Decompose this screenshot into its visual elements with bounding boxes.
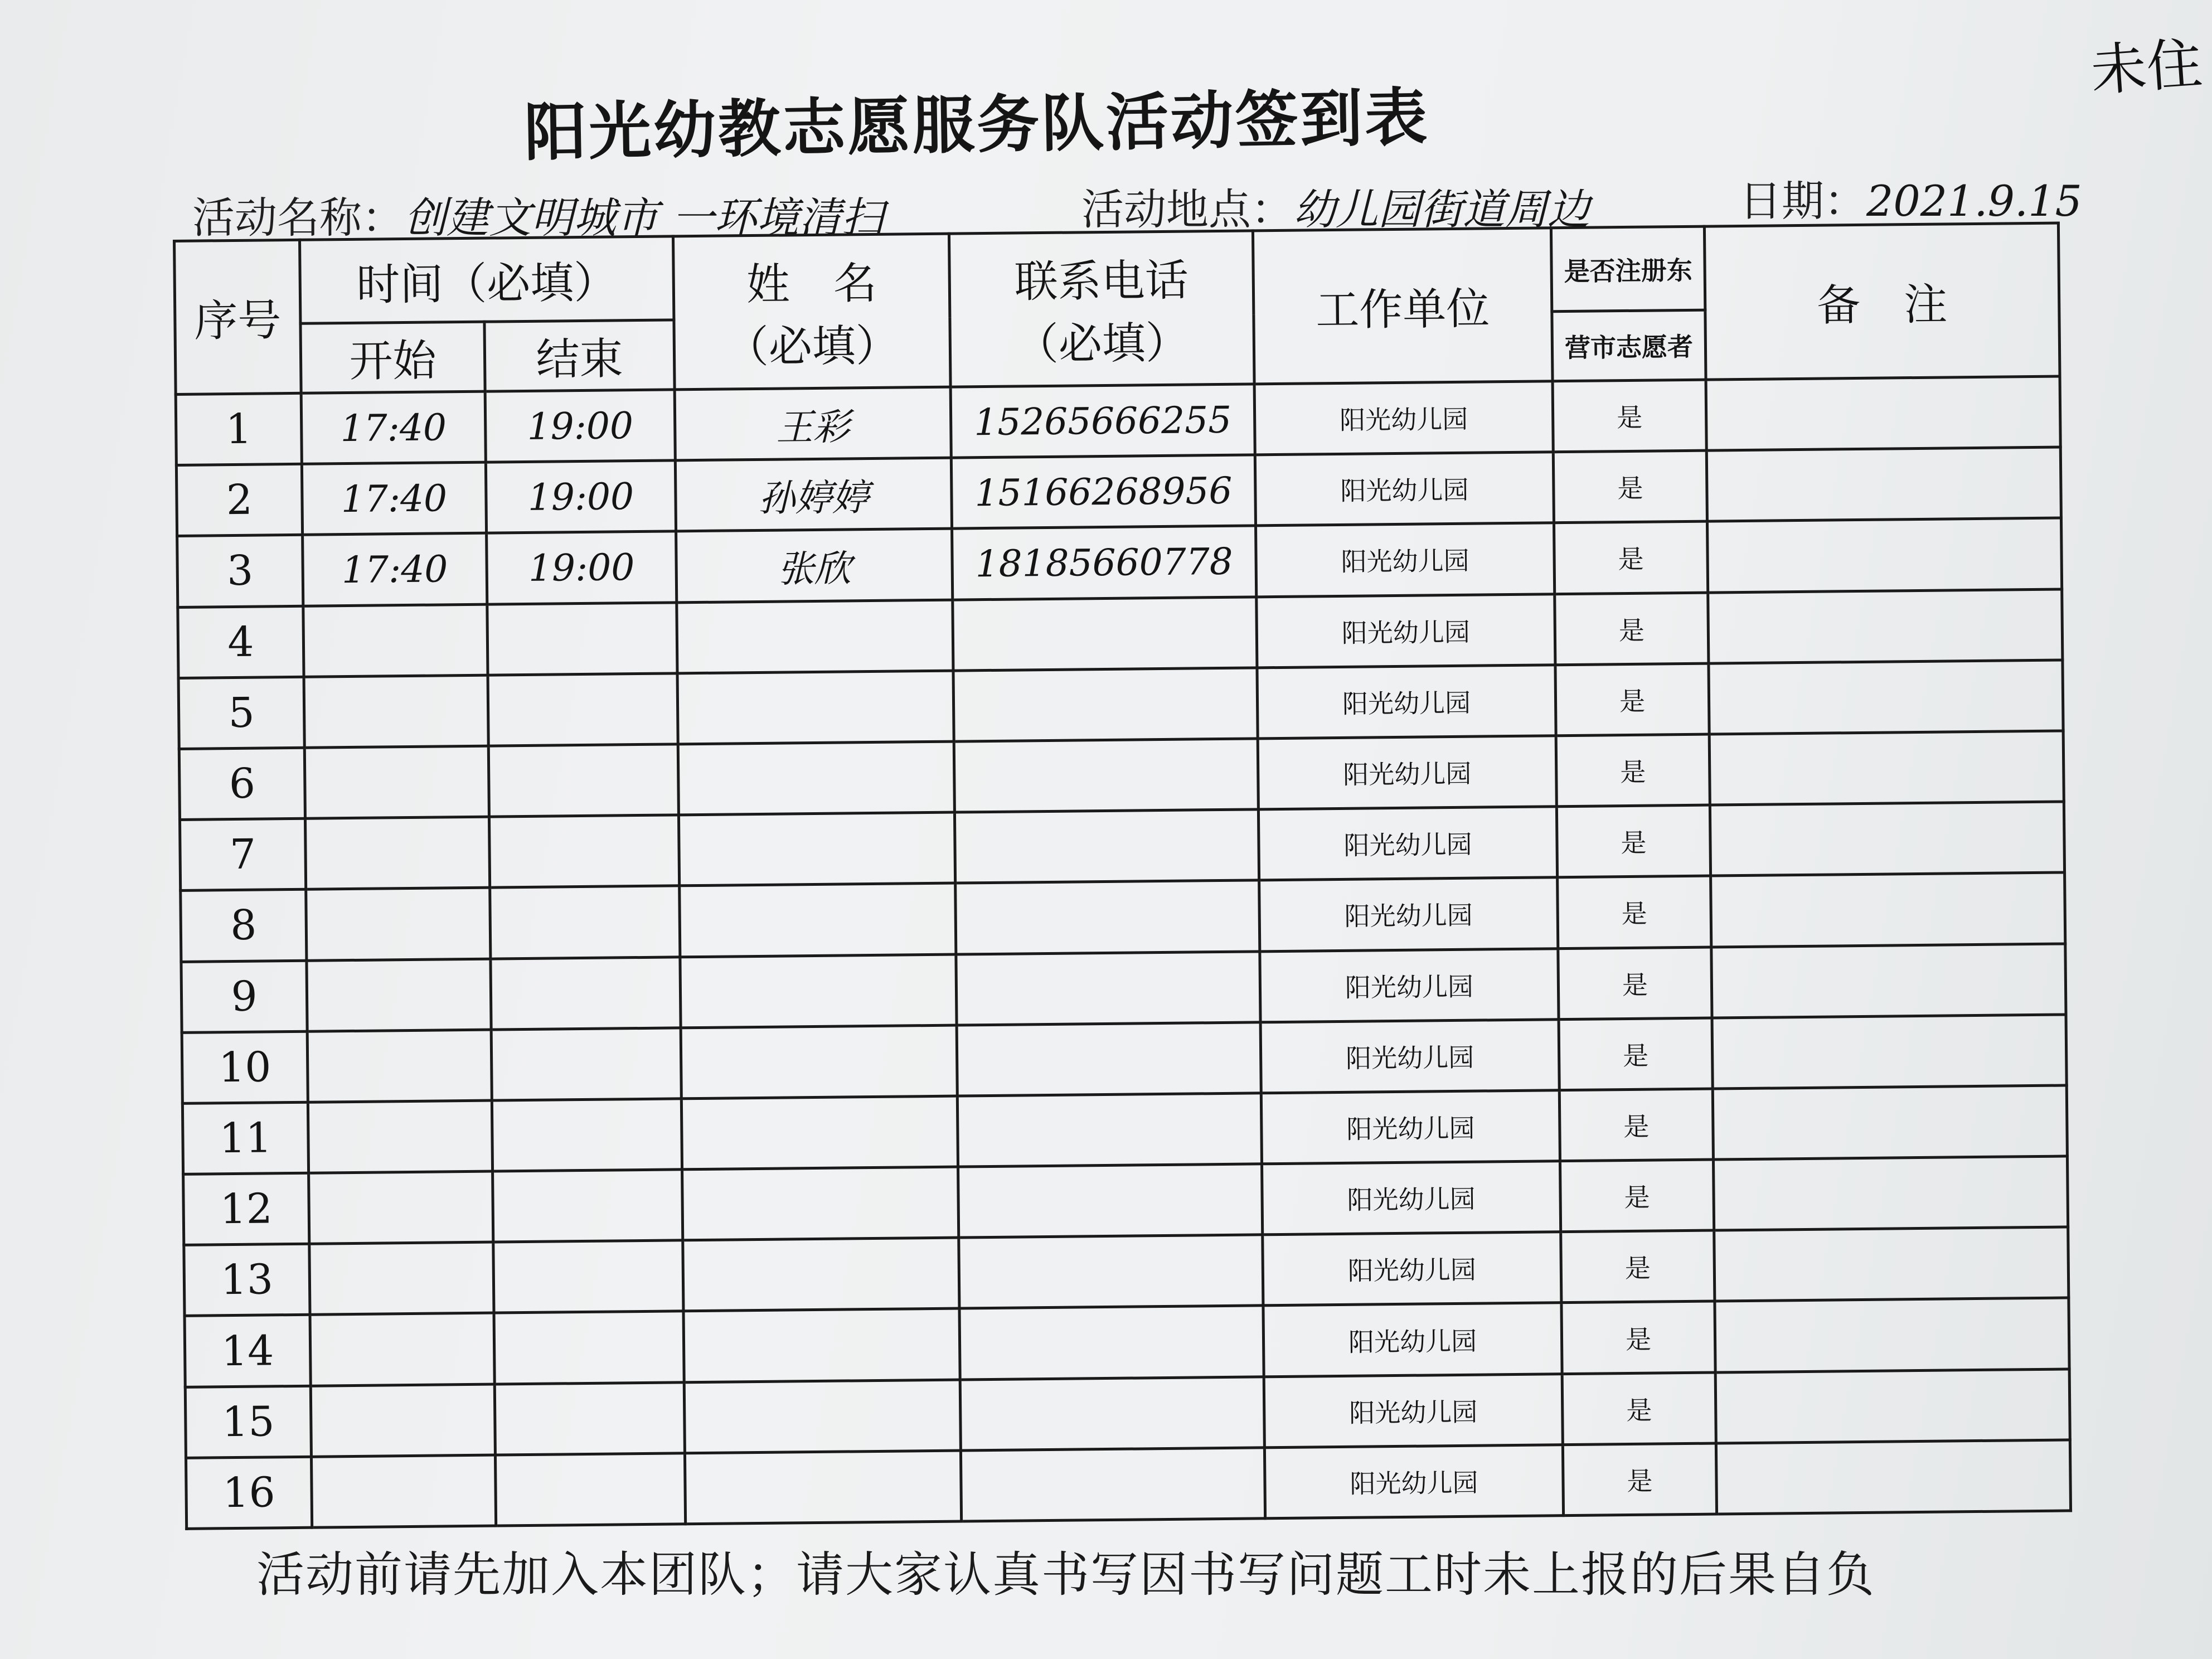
cell-registered: 是: [1556, 734, 1710, 807]
cell-phone: [958, 1164, 1263, 1238]
cell-unit: 阳光幼儿园: [1264, 1374, 1563, 1447]
cell-remark: [1706, 376, 2060, 450]
cell-name: [680, 883, 956, 957]
cell-unit: 阳光幼儿园: [1254, 381, 1553, 455]
cell-name: [685, 1451, 961, 1524]
cell-end-time: [491, 1028, 681, 1100]
cell-name: [683, 1308, 960, 1382]
cell-index: 11: [182, 1102, 308, 1174]
date-value: 2021.9.15: [1866, 176, 2082, 226]
cell-phone: 15166268956: [951, 455, 1255, 528]
header-registered-bottom: 营市志愿者: [1552, 310, 1706, 381]
cell-unit: 阳光幼儿园: [1261, 1090, 1560, 1164]
cell-start-time: [305, 817, 489, 889]
cell-remark: [1709, 660, 2063, 734]
activity-name-value: 创建文明城市 一环境清扫: [404, 193, 884, 242]
cell-phone: 15265666255: [950, 384, 1255, 458]
cell-index: 5: [178, 677, 304, 749]
cell-unit: 阳光幼儿园: [1260, 948, 1559, 1022]
cell-phone: [953, 596, 1257, 670]
cell-unit: 阳光幼儿园: [1262, 1161, 1561, 1235]
cell-index: 13: [184, 1244, 310, 1316]
cell-start-time: [309, 1242, 494, 1314]
cell-name: [681, 1025, 957, 1099]
cell-remark: [1708, 589, 2063, 663]
cell-remark: [1711, 943, 2066, 1017]
cell-name: [677, 600, 953, 673]
cell-index: 3: [177, 535, 303, 607]
cell-unit: 阳光幼儿园: [1257, 664, 1556, 738]
cell-registered: 是: [1559, 1018, 1713, 1090]
cell-unit: 阳光幼儿园: [1256, 523, 1555, 596]
cell-phone: [961, 1448, 1265, 1521]
header-unit: 工作单位: [1253, 228, 1553, 384]
header-start: 开始: [300, 322, 485, 393]
cell-phone: [954, 739, 1258, 812]
activity-date-row: [1739, 167, 2082, 228]
cell-registered: 是: [1558, 876, 1711, 948]
cell-remark: [1714, 1227, 2069, 1301]
cell-index: 7: [180, 818, 305, 890]
cell-end-time: 19:00: [485, 390, 675, 462]
cell-name: 孙婷婷: [675, 458, 952, 531]
cell-start-time: [304, 746, 489, 818]
cell-index: 6: [179, 748, 305, 819]
header-name-required: （必填）: [725, 321, 900, 373]
cell-start-time: [304, 675, 488, 748]
cell-registered: 是: [1554, 521, 1708, 594]
cell-remark: [1713, 1156, 2068, 1230]
header-index: 序号: [174, 240, 302, 394]
cell-phone: [955, 880, 1260, 954]
cell-end-time: [494, 1382, 685, 1454]
cell-start-time: [310, 1313, 494, 1385]
cell-remark: [1707, 518, 2061, 592]
cell-remark: [1715, 1369, 2070, 1443]
cell-start-time: [307, 959, 491, 1031]
cell-phone: [953, 668, 1258, 741]
cell-name: [678, 741, 954, 815]
cell-remark: [1709, 731, 2064, 805]
cell-unit: 阳光幼儿园: [1263, 1232, 1561, 1306]
date-label: 日期：: [1739, 176, 1866, 226]
cell-unit: 阳光幼儿园: [1255, 452, 1554, 526]
cell-end-time: [490, 886, 680, 958]
cell-end-time: [494, 1311, 684, 1384]
cell-end-time: [493, 1170, 683, 1242]
cell-end-time: [493, 1240, 683, 1313]
cell-start-time: [311, 1384, 495, 1457]
cell-start-time: [306, 887, 491, 960]
cell-index: 9: [181, 961, 307, 1032]
cell-phone: [954, 809, 1259, 883]
activity-name-label: 活动名称：: [192, 193, 404, 242]
cell-name: [682, 1167, 959, 1240]
cell-registered: 是: [1559, 1089, 1713, 1161]
header-remark: 备 注: [1704, 223, 2060, 380]
cell-end-time: [489, 815, 679, 887]
header-time: 时间（必填）: [300, 236, 674, 323]
cell-end-time: [492, 1099, 682, 1171]
cell-phone: 18185660778: [952, 526, 1257, 599]
header-name-label: 姓 名: [746, 258, 877, 311]
cell-start-time: [308, 1100, 492, 1173]
cell-phone: [957, 1022, 1261, 1096]
cell-name: [684, 1380, 961, 1453]
cell-registered: 是: [1555, 663, 1709, 736]
cell-start-time: 17:40: [303, 533, 487, 605]
cell-start-time: [303, 604, 488, 677]
cell-name: [683, 1238, 959, 1311]
cell-phone: [957, 1093, 1262, 1167]
cell-registered: 是: [1553, 450, 1707, 523]
cell-index: 10: [182, 1031, 308, 1103]
cell-start-time: [309, 1171, 493, 1244]
cell-end-time: [491, 957, 681, 1029]
cell-end-time: [487, 602, 677, 675]
cell-remark: [1706, 447, 2061, 521]
cell-name: [678, 812, 955, 886]
cell-end-time: [495, 1453, 685, 1526]
cell-remark: [1713, 1085, 2067, 1160]
header-end: 结束: [484, 320, 675, 391]
cell-phone: [956, 951, 1260, 1025]
cell-name: [677, 671, 954, 744]
signin-table-wrapper: [173, 222, 2069, 1530]
cell-remark: [1712, 1015, 2067, 1089]
cell-index: 4: [178, 606, 304, 678]
cell-unit: 阳光幼儿园: [1258, 807, 1557, 880]
cell-start-time: [311, 1455, 496, 1527]
header-phone-required: （必填）: [1015, 318, 1190, 370]
cell-remark: [1716, 1440, 2070, 1514]
footer-notice: 活动前请先加入本团队；请大家认真书写因书写问题工时未上报的后果自负: [256, 1547, 1875, 1603]
cell-registered: 是: [1560, 1160, 1714, 1232]
cell-registered: 是: [1558, 947, 1712, 1020]
cell-registered: 是: [1553, 380, 1706, 452]
cell-name: 王彩: [675, 387, 951, 460]
cell-end-time: 19:00: [486, 460, 676, 533]
cell-unit: 阳光幼儿园: [1264, 1444, 1563, 1518]
cell-index: 15: [185, 1386, 311, 1458]
cell-remark: [1715, 1298, 2069, 1372]
cell-index: 14: [185, 1315, 311, 1387]
cell-index: 12: [183, 1173, 309, 1245]
header-phone-label: 联系电话: [1014, 255, 1189, 308]
cell-registered: 是: [1561, 1301, 1715, 1374]
corner-handwritten-note: 未住: [2088, 31, 2205, 104]
cell-name: 张欣: [676, 528, 953, 602]
header-phone: [949, 231, 1254, 387]
cell-start-time: [307, 1030, 492, 1102]
cell-remark: [1710, 802, 2064, 876]
cell-phone: [959, 1306, 1264, 1379]
cell-registered: 是: [1563, 1443, 1716, 1516]
cell-registered: 是: [1562, 1372, 1716, 1445]
header-registered-top: 是否注册东: [1551, 226, 1705, 312]
header-name: [673, 234, 950, 390]
activity-place-value: 幼儿园街道周边: [1293, 185, 1590, 234]
cell-name: [681, 1096, 958, 1170]
signin-table: [173, 222, 2072, 1530]
cell-remark: [1711, 872, 2065, 947]
cell-end-time: [488, 673, 678, 746]
cell-unit: 阳光幼儿园: [1260, 1019, 1559, 1093]
cell-index: 1: [176, 393, 302, 465]
cell-registered: 是: [1556, 805, 1710, 877]
cell-end-time: [488, 744, 678, 817]
cell-end-time: 19:00: [487, 531, 677, 604]
cell-registered: 是: [1561, 1230, 1715, 1303]
cell-index: 16: [186, 1457, 312, 1529]
cell-index: 2: [176, 464, 302, 536]
cell-phone: [959, 1235, 1263, 1308]
cell-unit: 阳光幼儿园: [1263, 1303, 1562, 1376]
cell-start-time: 17:40: [302, 462, 486, 535]
page-title: 阳光幼教志愿服务队活动签到表: [523, 81, 1430, 170]
cell-unit: 阳光幼儿园: [1258, 736, 1556, 809]
header-row-1: [174, 223, 2059, 324]
cell-index: 8: [181, 890, 307, 962]
cell-registered: 是: [1555, 593, 1709, 665]
cell-name: [680, 954, 957, 1028]
cell-start-time: 17:40: [301, 391, 486, 464]
cell-unit: 阳光幼儿园: [1259, 877, 1558, 951]
activity-place-label: 活动地点：: [1081, 185, 1293, 234]
cell-unit: 阳光幼儿园: [1257, 594, 1555, 667]
cell-phone: [960, 1376, 1264, 1450]
table-body: [176, 376, 2070, 1529]
